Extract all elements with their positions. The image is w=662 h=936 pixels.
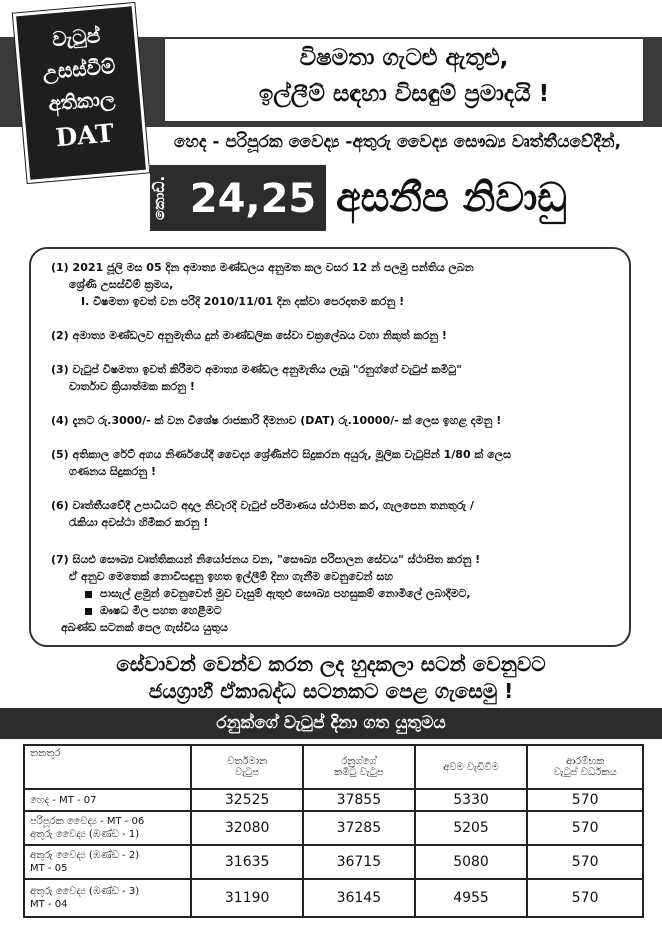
col-header-committee-salary: රනුග්ගේ කමිටු වැටුප — [303, 745, 415, 789]
cell-grade: පරිපූරක වෛද්‍ය - MT - 06 අතුරු වෛද්‍ය (ඹණ්ඩ - 1) — [24, 811, 191, 845]
table-row — [24, 845, 643, 879]
headline-box — [165, 39, 643, 121]
col-header-current-salary: වර්තමාන වැටුප — [191, 745, 303, 789]
cell-increase: 5330 — [415, 789, 528, 811]
demand-bullet-2: ඖෂධ මිල පහත හෙළීමට — [51, 602, 621, 619]
badge-line-promotions: උසස්වීම් — [41, 53, 117, 85]
demand-item-1: (1) 2021 ජූලි මස 05 දින අමාත්‍ය මණ්ඩලය අනුමත කල වසර 12 න් පලමු පන්තිය ලබන ශ්‍රේණි උසස්වීම් ක්‍රමය, I. විෂමතා ඉවත් වන පරිදි 2010/11/01 දින දක්වා පෙරදාතම කරනු ! — [51, 261, 474, 308]
col-header-min-increase: අවම වැඩිවීම — [415, 745, 528, 789]
cell-committee: 37855 — [303, 789, 415, 811]
cell-committee: 36145 — [303, 879, 415, 917]
cell-grade: අතුරු වෛද්‍ය (ඹණ්ඩ - 3) MT - 04 — [24, 879, 191, 917]
cell-increment: 570 — [527, 879, 643, 917]
demand-item-5: (5) අතිකාල රේට් අගය නිර්ණයේදී වෛද්‍ය ශ්‍රේණින්ට සිදුකරන අයුරු, මූලික වැටුපින් 1/80 ක් ලෙස ගණනය සිදුකරනු ! — [51, 448, 511, 478]
square-bullet-icon — [85, 591, 92, 598]
demand-item-7: (7) සියළු සෞඛ්‍ය වෘත්තිකයන් නියෝජනය වන, "සෞඛ්‍ය පරිපාලන සේවය" ස්ථාපිත කරනු ! ඒ අනුව මෙතෙක් නොවිසඳුනු ඉහත ඉල්ලීම් දිනා ගැනීම වෙනුවෙන් සහ පාසැල් ළමුන් වෙනුවෙන් මුව වැසුම් ඇතුළු සෞඛ්‍ය පහසුකම් නොමිලේ ලබාදීමට, ඖෂධ මිල පහත හෙළීමට අඛණ්ඩ සටනක් පෙල ගැස්විය යුතුය — [51, 551, 621, 636]
headline-line-2: ඉල්ලීම් සඳහා විසඳුම් ප්‍රමාදයි ! — [258, 81, 550, 107]
salary-banner: රනුක්ගේ වැටුප් දිනා ගත යුතුමය — [0, 708, 662, 739]
leave-code-box — [150, 165, 326, 231]
cell-increment: 570 — [527, 789, 643, 811]
table-header-row — [24, 745, 643, 789]
cell-committee: 37285 — [303, 811, 415, 845]
table-row — [24, 789, 643, 811]
cell-current: 32525 — [191, 789, 303, 811]
table-row — [24, 879, 643, 917]
badge-line-salary: වැටුප් — [51, 23, 102, 52]
call-line-1: සේවාවන් වෙන්ව කරන ලද හුදකලා සටන් වෙනුවට — [116, 652, 546, 676]
cell-current: 31635 — [191, 845, 303, 879]
demand-item-6: (6) වෘත්තීයවේදී උපාධියට අදාල නිවැරදි වැටුප් පරිමාණය ස්ථාපිත කර, ගැලපෙන තනතුරු / රැකියා අවස්ථා හිමිකර කරනු ! — [51, 499, 474, 529]
salary-table — [23, 744, 644, 918]
square-bullet-icon — [85, 608, 92, 615]
cell-increment: 570 — [527, 811, 643, 845]
leave-code-prefix: කොඩ්. — [150, 175, 168, 221]
topic-badge — [13, 3, 149, 183]
cell-increase: 5080 — [415, 845, 528, 879]
cell-increase: 4955 — [415, 879, 528, 917]
sick-leave-title: අසනීප නිවාඩු — [336, 175, 567, 221]
badge-line-overtime: අතිකාල — [47, 86, 116, 116]
col-header-initial-increment: ආරම්භක වැටුප් වර්ධකය — [527, 745, 643, 789]
cell-current: 32080 — [191, 811, 303, 845]
cell-grade: හෙද - MT - 07 — [24, 789, 191, 811]
demand-bullet-1: පාසැල් ළමුන් වෙනුවෙන් මුව වැසුම් ඇතුළු සෞඛ්‍ය පහසුකම් නොමිලේ ලබාදීමට, — [51, 585, 621, 602]
headline-line-1: විෂමතා ගැටළු ඇතුළු, — [299, 45, 509, 71]
col-header-position: තනතුර — [24, 745, 191, 789]
demand-item-2: (2) අමාත්‍ය මණ්ඩලව අනුමැතිය දුන් මාණ්ඩලික සේවා චක්‍රලේඛය වහා නිකුත් කරනු ! — [51, 329, 447, 342]
cell-increase: 5205 — [415, 811, 528, 845]
call-line-2: ජයග්‍රාහී ඒකාබද්ධ සටනකට පෙළ ගැසෙමු ! — [148, 679, 514, 703]
badge-line-dat: DAT — [54, 118, 116, 153]
demands-box — [29, 247, 631, 647]
table-row — [24, 811, 643, 845]
cell-increment: 570 — [527, 845, 643, 879]
leave-code-number: 24,25 — [189, 176, 317, 222]
demand-item-4: (4) දැනට රු.3000/- ක් වන විශේෂ රාජකාරි දීමනාව (DAT) රු.10000/- ක් ලෙස ඉහළ දමනු ! — [51, 414, 502, 427]
demand-item-3: (3) වැටුප් විෂමතා ඉවත් කිරීමට අමාත්‍ය මණ්ඩල අනුමැතිය ලැබූ "රනුග්ගේ වැටුප් කමිටු" වාර්තාව ක්‍රියාත්මක කරනු ! — [51, 363, 462, 393]
cell-committee: 36715 — [303, 845, 415, 879]
cell-current: 31190 — [191, 879, 303, 917]
subheading: හෙද - පරිපූරක වෛද්‍ය -අතුරු වෛද්‍ය සෞඛ්‍ය වෘත්තීයවේදීන්, — [173, 132, 622, 152]
cell-grade: අතුරු වෛද්‍ය (ඹණ්ඩ - 2) MT - 05 — [24, 845, 191, 879]
